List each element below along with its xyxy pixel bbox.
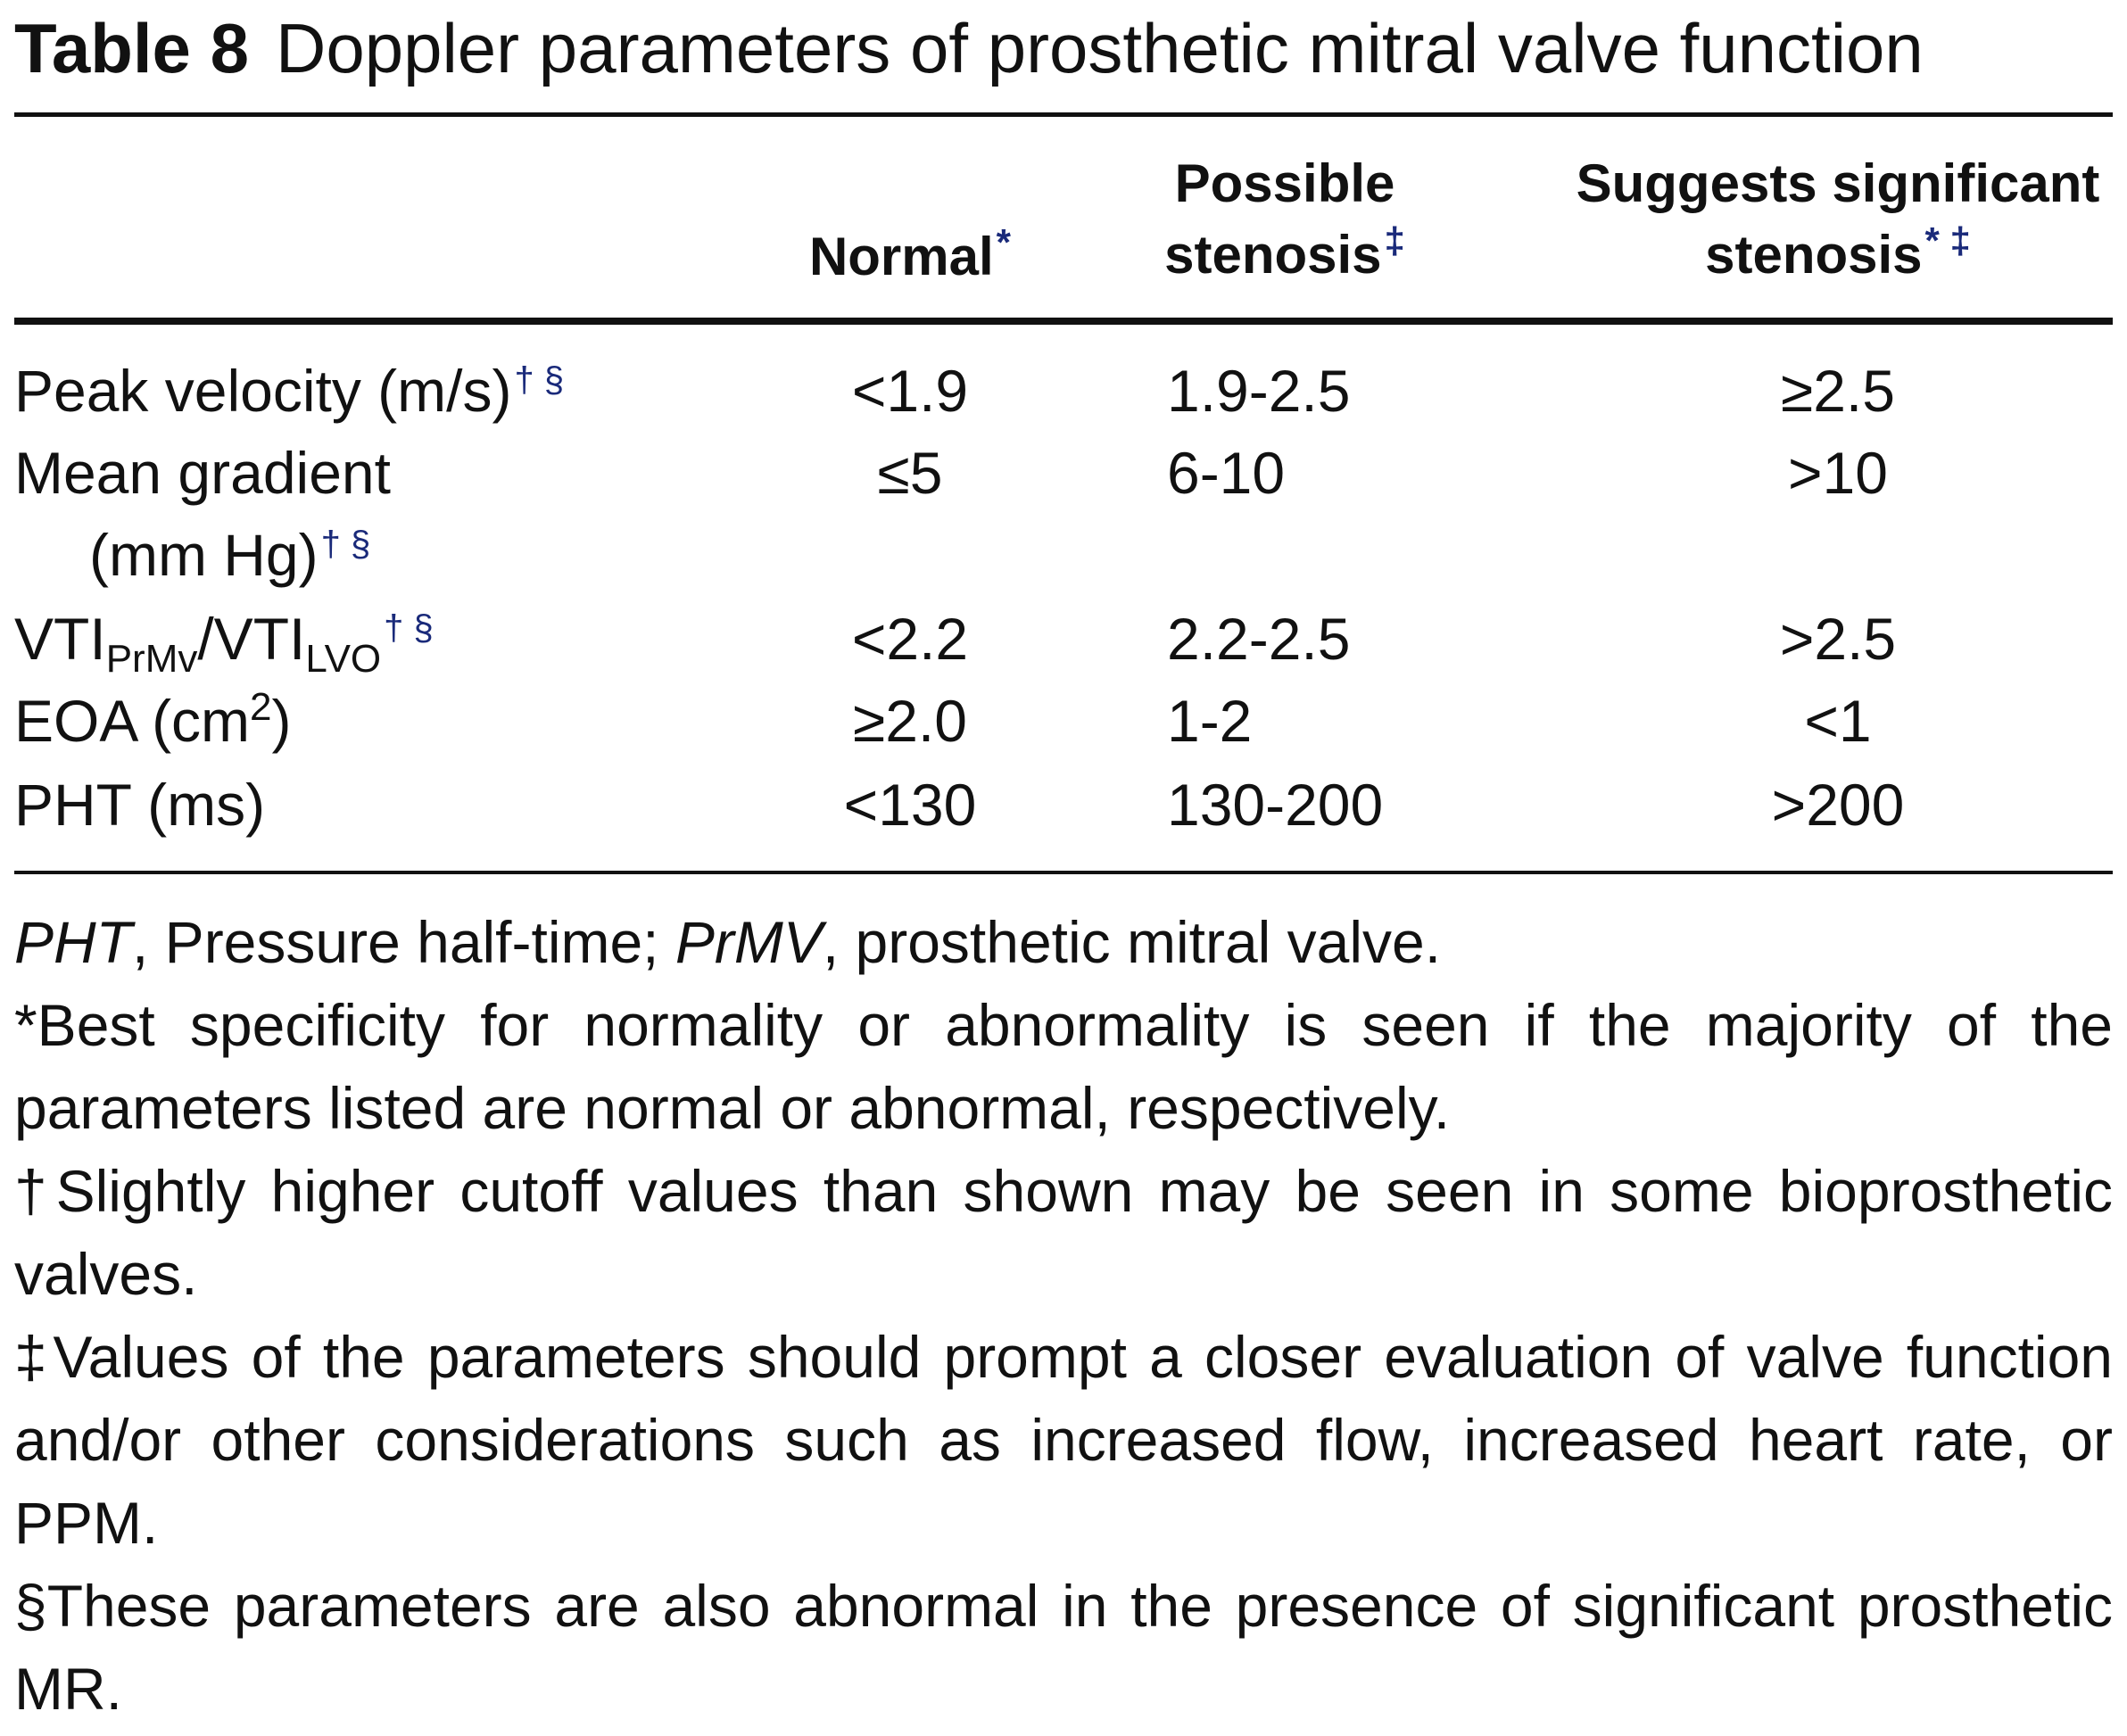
column-header-significant-line1: Suggests significant bbox=[1576, 153, 2100, 213]
footnote-dagger: †Slightly higher cutoff values than shown may be seen in some bioprosthetic valves. bbox=[14, 1158, 2113, 1307]
cell-normal: <2.2 bbox=[851, 606, 969, 672]
column-header-possible-line2: stenosis bbox=[1164, 225, 1382, 285]
table-title bbox=[14, 5, 2120, 91]
param-text: ) bbox=[271, 688, 292, 754]
row-param-vti-ratio bbox=[14, 598, 434, 689]
param-text: EOA (cm bbox=[14, 688, 251, 754]
param-superscript: 2 bbox=[250, 685, 272, 729]
footnote-mark: † § bbox=[514, 360, 565, 400]
abbr-term: PHT bbox=[14, 909, 132, 975]
column-header-normal-label: Normal bbox=[808, 227, 994, 286]
row-param-peak-velocity bbox=[14, 350, 564, 441]
cell-normal: ≥2.0 bbox=[853, 688, 967, 754]
cell-significant: >200 bbox=[1771, 772, 1905, 838]
column-header-possible-line1: Possible bbox=[1174, 153, 1395, 213]
cell-possible: 1-2 bbox=[1167, 688, 1253, 754]
row-param-pht: PHT (ms) bbox=[14, 772, 266, 838]
cell-possible: 2.2-2.5 bbox=[1167, 606, 1351, 672]
cell-normal: ≤5 bbox=[877, 440, 943, 506]
header-rule bbox=[14, 318, 2113, 325]
top-rule bbox=[14, 112, 2113, 117]
column-header-normal bbox=[785, 221, 1035, 298]
cell-significant: <1 bbox=[1804, 688, 1872, 754]
footnote-double-dagger: ‡Values of the parameters should prompt a closer evaluation of valve function and/or other considerations such as increased flow, increased heart rate, or PPM. bbox=[14, 1324, 2113, 1556]
cell-significant: >10 bbox=[1788, 440, 1888, 506]
cell-normal: <130 bbox=[843, 772, 977, 838]
cell-possible: 6-10 bbox=[1167, 440, 1286, 506]
footnote-star: *Best specificity for normality or abnormality is seen if the majority of the parameters listed are normal or abnormal, respectively. bbox=[14, 992, 2113, 1141]
footnote-mark: † § bbox=[384, 608, 434, 648]
column-header-significant-line2: stenosis bbox=[1705, 225, 1923, 285]
row-param-eoa bbox=[14, 680, 292, 770]
footnote-section: §These parameters are also abnormal in the presence of significant prosthetic MR. bbox=[14, 1573, 2113, 1722]
bottom-rule bbox=[14, 871, 2113, 874]
abbr-term: PrMV bbox=[675, 909, 823, 975]
footnote-mark: † § bbox=[320, 525, 371, 564]
cell-normal: <1.9 bbox=[851, 358, 969, 424]
param-text: VTI bbox=[14, 606, 106, 672]
column-header-possible-stenosis bbox=[1115, 148, 1454, 296]
footnote-mark: * ‡ bbox=[1924, 219, 1971, 261]
cell-significant: ≥2.5 bbox=[1781, 358, 1895, 424]
abbr-definition: , Pressure half-time; bbox=[132, 909, 675, 975]
param-text: (mm Hg) bbox=[89, 522, 319, 588]
footnote-mark: ‡ bbox=[1384, 219, 1405, 261]
cell-significant: >2.5 bbox=[1779, 606, 1897, 672]
table-caption: Doppler parameters of prosthetic mitral valve function bbox=[275, 9, 1924, 87]
param-text: /VTI bbox=[197, 606, 306, 672]
param-subscript: PrMv bbox=[105, 637, 198, 681]
table-footnotes bbox=[14, 901, 2113, 1731]
row-param-mean-gradient-unit bbox=[89, 514, 370, 605]
row-param-mean-gradient: Mean gradient bbox=[14, 440, 391, 506]
abbr-definition: , prosthetic mitral valve. bbox=[822, 909, 1442, 975]
param-text: Peak velocity (m/s) bbox=[14, 358, 512, 424]
column-header-significant-stenosis bbox=[1517, 148, 2127, 296]
cell-possible: 1.9-2.5 bbox=[1167, 358, 1351, 424]
footnote-mark: * bbox=[996, 221, 1012, 263]
cell-possible: 130-200 bbox=[1167, 772, 1384, 838]
param-subscript: LVO bbox=[305, 637, 382, 681]
footnote-abbreviations bbox=[14, 901, 2113, 984]
table-label: Table 8 bbox=[14, 9, 249, 87]
